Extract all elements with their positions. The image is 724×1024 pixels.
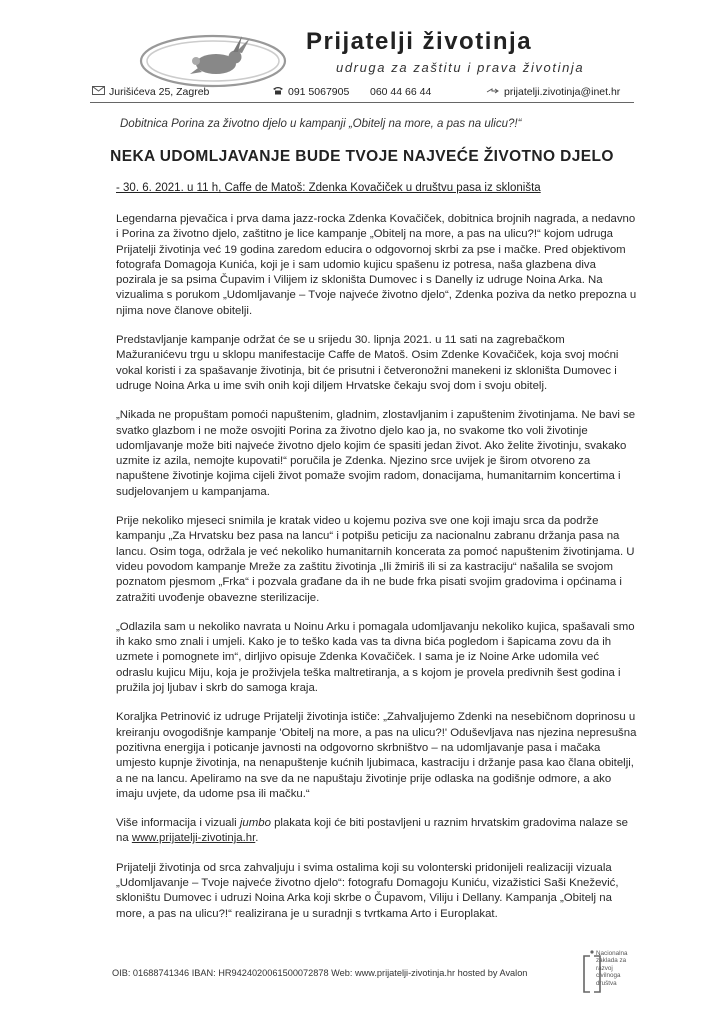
paragraph: Predstavljanje kampanje održat će se u srijedu 30. lipnja 2021. u 11 sati na zagrebačkom Mažuranićevu trgu u sklopu manifestacije Caffe de Matoš. Osim Zdenke Kovačiček, koja svoj moćni vokal koristi i za spašavanje životinja, bit će prisutni i četveronožni manekeni iz skloništa Dumovec i udruge Noina Arka u ime svih onih koji diljem Hrvatske čekaju svoj dom i svoju obitelj.: [116, 334, 619, 392]
paragraph: „Nikada ne propuštam pomoći napuštenim, gladnim, zlostavljanim i zapuštenim životinjama. Ne bavi se svatko glazbom i ne može osvojiti Porina za životno djelo kao ja, no svakome tko voli životinje udomljavanje može biti najveće životno djelo kojim će spasiti jedan život. Ako želite životinju, svakako uzmite iz azila, nemojte kupovati!“ poručila je Zdenka. Njezino srce uvijek je širom otvoreno za napuštene životinje kojima cijeli život pomaže svojim radom, donacijama, humanitarnim koncertima i sudjelovanjem u kampanjama.: [116, 409, 636, 498]
seal-line: Nacionalna: [596, 950, 628, 957]
paragraph: Prije nekoliko mjeseci snimila je kratak video u kojemu poziva sve one koji imaju srca da podrže kampanju „Za Hrvatsku bez pasa na lancu“ i potpišu peticiju za nacionalnu zabranu držanja pasa na lancu. Osim toga, održala je već nekoliko humanitarnih koncerata za pomoć napuštenim životinjama. U videu povodom kampanje Mreže za zaštitu životinja „Ili žmiriš ili si za kastraciju“ našalila se svojom poznatom pjesmom „Frka“ i pozvala građane da ih ne bude frka pisati svojim gradovima i općinama i zatražiti uvođenje obavezne sterilizacije.: [116, 515, 635, 604]
website-link[interactable]: www.prijatelji-zivotinja.hr: [131, 832, 256, 845]
phone-secondary-text: 060 44 66 44: [370, 86, 432, 98]
organization-name: Prijatelji životinja: [306, 28, 533, 55]
rabbit-icon: [138, 28, 288, 90]
envelope-icon: [92, 86, 105, 98]
paragraph: „Odlazila sam u nekoliko navrata u Noinu Arku i pomagala udomljavanju nekoliko kujica, spašavali smo ih kako smo znali i umjeli. Kako je to teško kada vas ta divna bića pogledom i šapicama zovu da ih uzmete i pomognete im“, dirljivo opisuje Zdenka Kovačiček. I sama je iz Noine Arke udomila već odraslu kujicu Miju, koja je proživjela teška maltretiranja, a s kojom je provela predivnih šest godina i pružila joj ljubav i skrb do samoga kraja.: [116, 620, 635, 695]
more-info-text: plakata koji će biti postavljeni u raznim hrvatskim gradovima nalaze se na: [116, 817, 628, 845]
more-info-italic: jumbo: [239, 817, 271, 830]
mail-arrow-icon: [486, 86, 500, 98]
address: [92, 86, 209, 98]
email: [486, 86, 620, 98]
thanks-paragraph: Prijatelji životinja od srca zahvaljuju i svima ostalima koji su volonterski pridonijeli realizaciji vizuala „Udomljavanje – Tvoje najveće životno djelo“: fotografu Domagoju Kuniću, vizažistici Saši Knežević, skloništu Dumovec i udruzi Noina Arka koji skrbe o Čupavom, Viliju i Dellany. Kampanja „Obitelj na more, a pas na ulicu?!“ realizirana je u suradnji s tvrtkama Arto i Europlakat.: [116, 861, 619, 920]
header-divider: [90, 102, 634, 103]
article-body: [116, 212, 638, 936]
award-line: Dobitnica Porina za životno djelo u kampanji „Obitelj na more, a pas na ulicu?!“: [120, 118, 522, 130]
seal-line: zaklada za: [596, 957, 627, 965]
seal-line: razvoj: [596, 964, 613, 972]
address-text: Jurišićeva 25, Zagreb: [109, 86, 210, 98]
phone-primary-text: 091 5067905: [288, 86, 350, 98]
phone-icon: [272, 86, 284, 98]
seal-line: društva: [596, 979, 617, 987]
phone-primary: [272, 86, 349, 98]
more-info-text: .: [255, 832, 259, 845]
organization-subtitle: udruga za zaštitu i prava životinja: [336, 60, 585, 75]
paragraph: Legendarna pjevačica i prva dama jazz-rocka Zdenka Kovačiček, dobitnica brojnih nagrada, a nedavno i Porina za životno djelo, zaštitno je lice kampanje „Obitelj na more, a pas na ulicu?!“ kojom udruga Prijatelji životinja već 19 godina zaredom educira o odgovornoj skrbi za pse i mačke. Pred objektivom fotografa Domagoja Kunića, koji je i sam udomio kujicu spašenu iz potresa, naša glazbena diva pozirala je sa psima Čupavim i Vilijem iz skloništa Dumovec i s Danelly iz udruge Noina Arka. Na vizualima s porukom „Udomljavanje – Tvoje najveće životno djelo“, Zdenka poziva da netko prepozna u njima nove članove obitelji.: [116, 213, 637, 317]
more-info-text: Više informacija i vizuali: [116, 817, 240, 830]
email-text: prijatelji.zivotinja@inet.hr: [504, 86, 621, 98]
footer-line: OIB: 01688741346 IBAN: HR9424020061500072878 Web: www.prijatelji-zivotinja.hr hosted by Avalon: [112, 968, 528, 978]
organization-logo: [138, 28, 288, 90]
more-info-paragraph: [116, 816, 638, 847]
event-line: - 30. 6. 2021. u 11 h, Caffe de Matoš: Zdenka Kovačiček u društvu pasa iz skloništa: [116, 182, 541, 194]
paragraph: Koraljka Petrinović iz udruge Prijatelji životinja ističe: „Zahvaljujemo Zdenki na nesebičnom doprinosu u kreiranju ovogodišnje kampanje 'Obitelj na more, a pas na ulicu?!' Oduševljava nas njezina nepresušna pozitivna energija i poticanje javnosti na odgovorno skrbništvo – na udomljavanje pasa i mačaka umjesto kupnje životinja, na nenapuštenje kućnih ljubimaca, kastraciju i držanje pasa kao člana obitelji, a ne na lancu. Apeliramo na sve da ne napuštaju životinje prije odlaska na godišnje odmore, a ako imaju uvjete, da udome psa ili mačku.“: [116, 711, 637, 800]
seal-line: civilnoga: [596, 972, 621, 980]
foundation-seal-text: [596, 950, 628, 987]
headline: NEKA UDOMLJAVANJE BUDE TVOJE NAJVEĆE ŽIVOTNO DJELO: [110, 148, 614, 165]
